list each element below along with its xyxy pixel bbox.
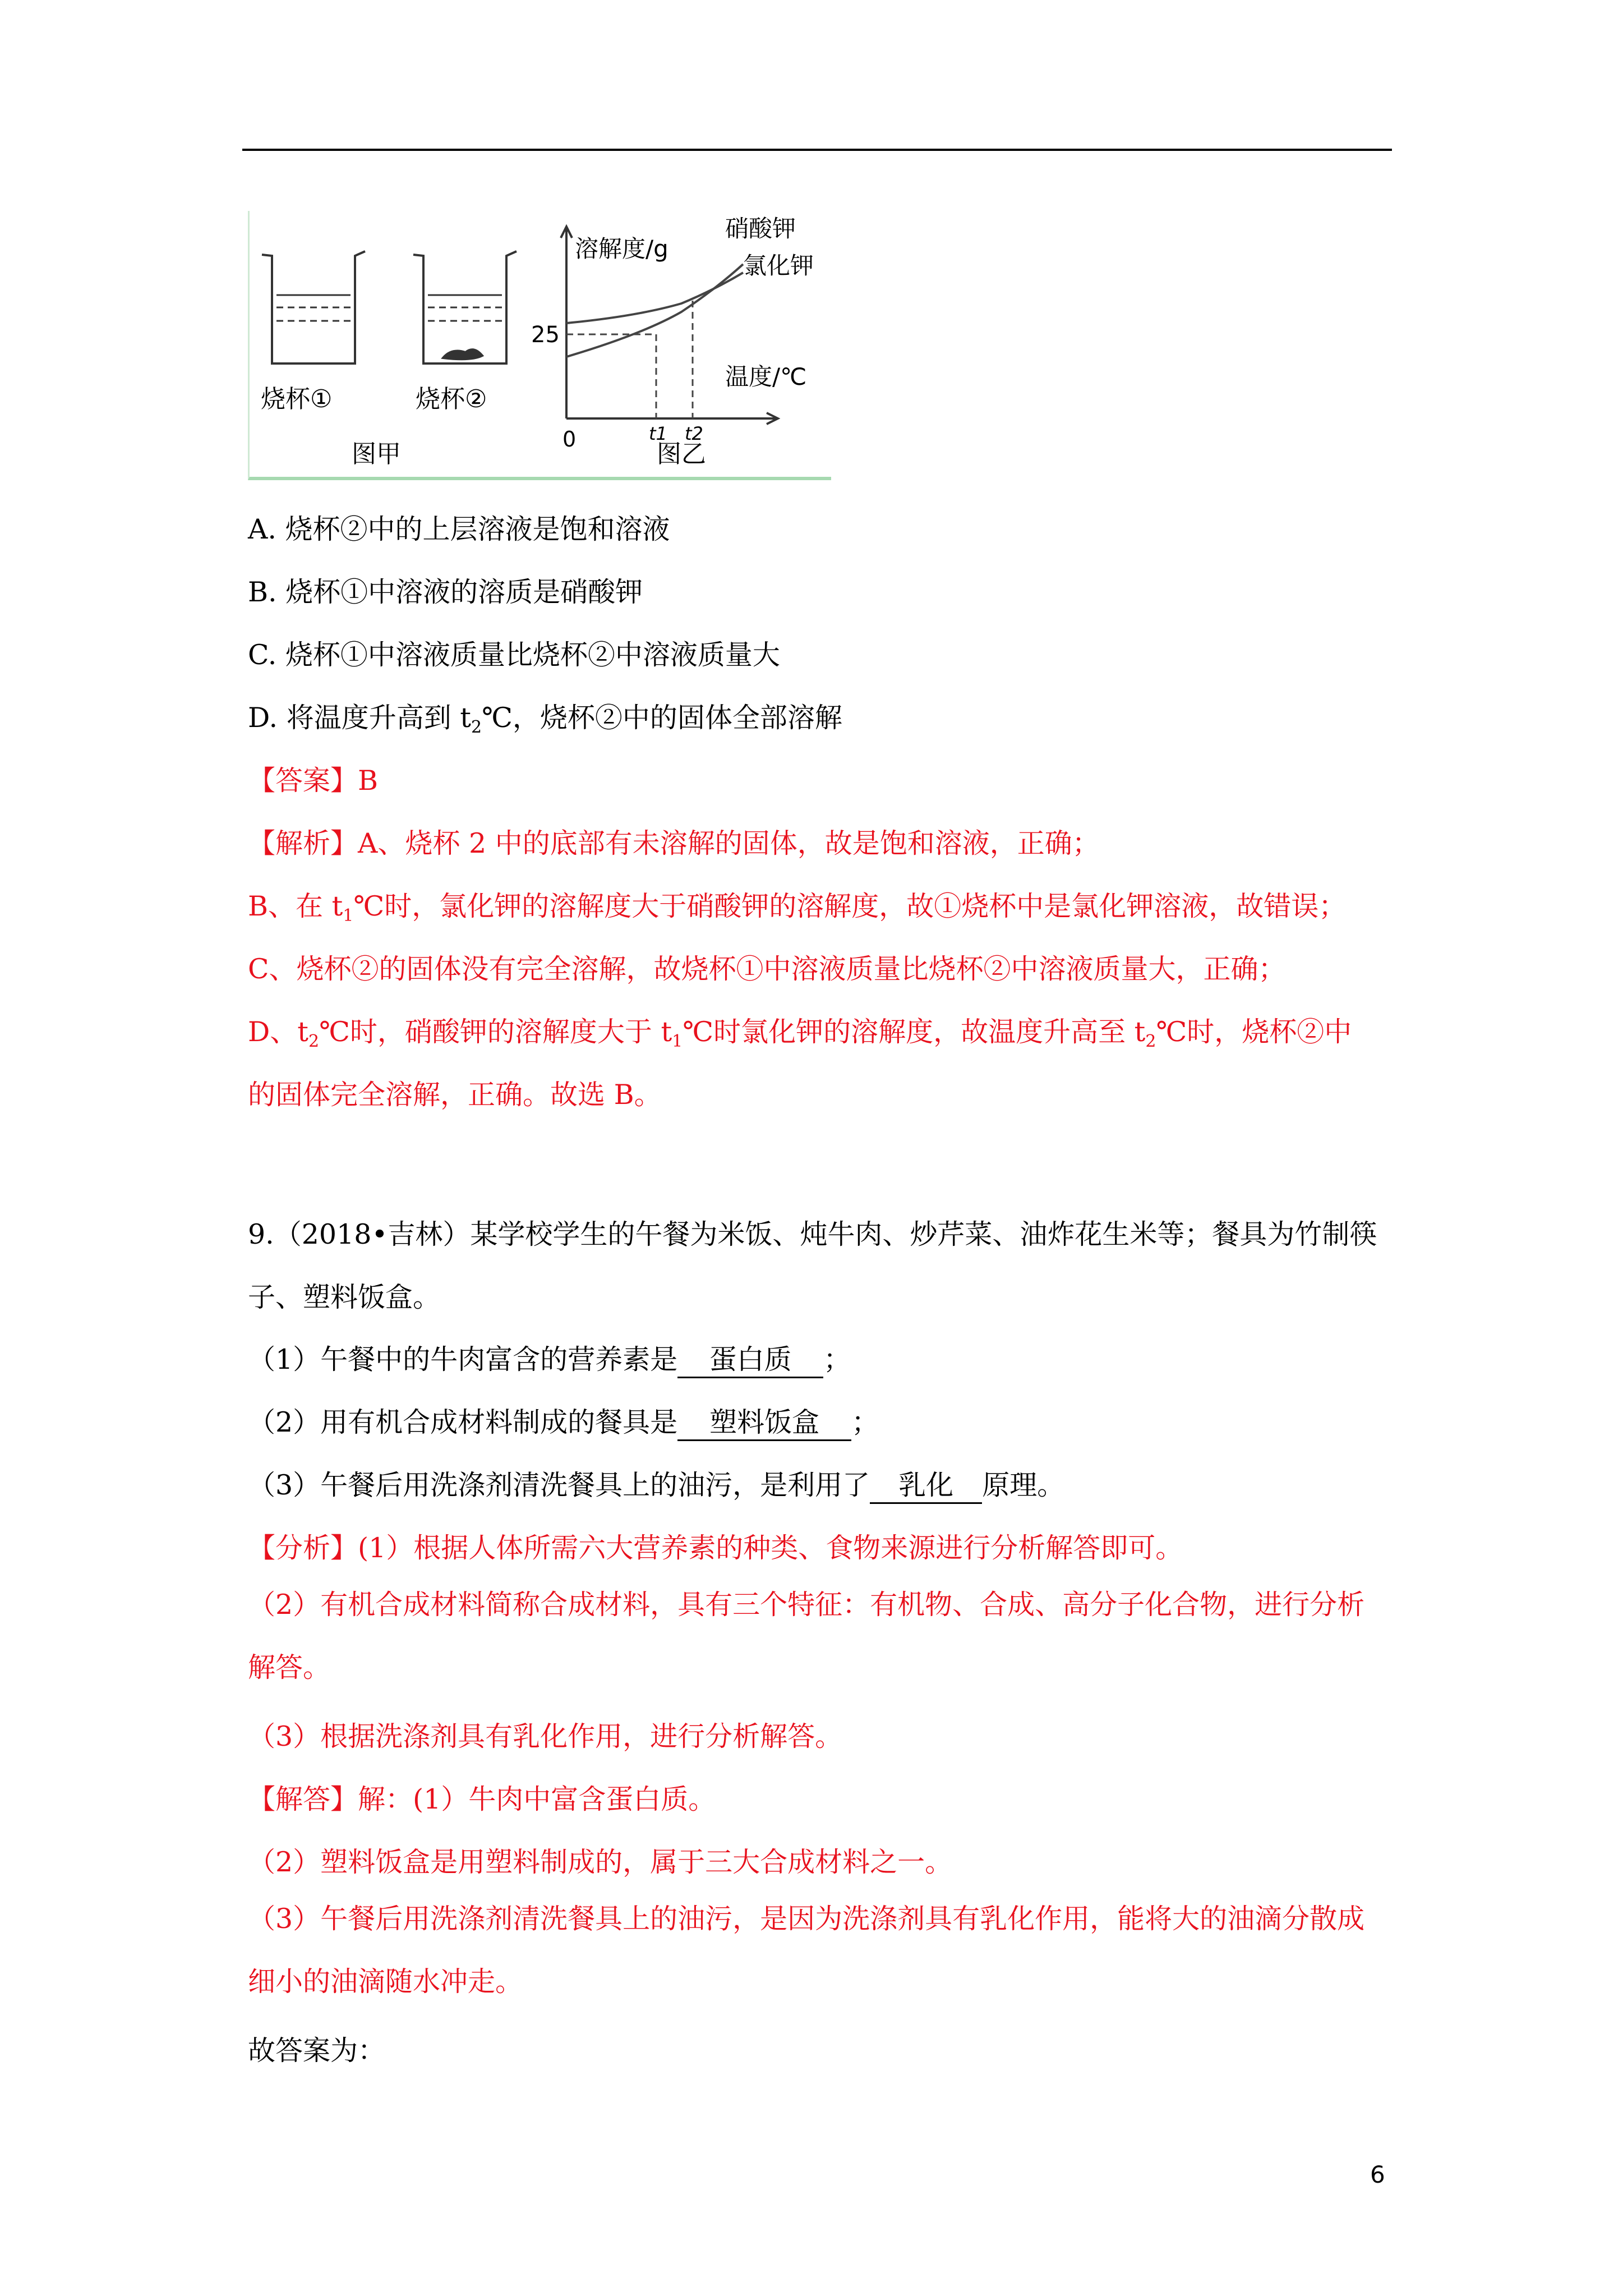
option-c: C. 烧杯①中溶液质量比烧杯②中溶液质量大 [248, 639, 780, 671]
q9-sub-1: （1）午餐中的牛肉富含的营养素是 蛋白质 ； [248, 1340, 851, 1380]
final-answer-lead: 故答案为： [248, 2035, 386, 2067]
beaker-1-drawing [262, 251, 365, 364]
solution-9-line-2: （2）塑料饭盒是用塑料制成的，属于三大合成材料之一。 [248, 1846, 953, 1878]
option-b: B. 烧杯①中溶液的溶质是硝酸钾 [248, 576, 643, 608]
beaker-2-label: 烧杯② [416, 385, 487, 413]
solution-9-line-3: （3）午餐后用洗涤剂清洗餐具上的油污，是因为洗涤剂具有乳化作用，能将大的油滴分散成细小的油滴随水冲走。 [248, 1903, 1365, 1998]
question-9-stem: 9.（2018•吉林）某学校学生的午餐为米饭、炖牛肉、炒芹菜、油炸花生米等；餐具为竹制筷子、塑料饭盒。 [248, 1218, 1377, 1313]
analysis-8-line-2: B、在 $t_1℃$时，氯化钾的溶解度大于硝酸钾的溶解度，故①烧杯中是氯化钾溶液，故错误； [248, 890, 1347, 926]
q9-answer-2: 塑料饭盒 [677, 1406, 851, 1441]
analysis-9-line-3: （3）根据洗涤剂具有乳化作用，进行分析解答。 [248, 1720, 843, 1752]
x-axis-label: 温度/℃ [725, 363, 807, 390]
figure-b-caption: 图乙 [657, 440, 706, 468]
series-label-potassium-nitrate: 硝酸钾 [725, 215, 796, 242]
q9-answer-1: 蛋白质 [677, 1343, 823, 1378]
y-axis-label: 溶解度/g [575, 235, 668, 263]
q9-sub-3: （3）午餐后用洗涤剂清洗餐具上的油污，是利用了 乳化 原理。 [248, 1465, 1064, 1506]
curve-potassium-chloride [566, 273, 743, 323]
analysis-8-line-5: 的固体完全溶解，正确。故选 B。 [248, 1079, 662, 1111]
series-label-potassium-chloride: 氯化钾 [743, 252, 814, 279]
analysis-9-line-1: 【分析】(1）根据人体所需六大营养素的种类、食物来源进行分析解答即可。 [248, 1532, 1183, 1564]
figure-beakers-and-solubility-curve [248, 211, 831, 480]
tick-t1: t1 [649, 423, 667, 444]
option-a: A. 烧杯②中的上层溶液是饱和溶液 [248, 513, 670, 545]
beaker-1-label: 烧杯① [261, 385, 333, 413]
q9-sub-2: （2）用有机合成材料制成的餐具是 塑料饭盒 ； [248, 1402, 879, 1443]
header-rule [242, 149, 1392, 151]
option-d: D. 将温度升高到 $t_2℃$，烧杯②中的固体全部溶解 [248, 702, 842, 737]
q9-answer-3: 乳化 [870, 1469, 982, 1504]
answer-8: 【答案】B [248, 765, 379, 797]
analysis-9-line-2: （2）有机合成材料简称合成材料，具有三个特征：有机物、合成、高分子化合物，进行分析解答。 [248, 1589, 1365, 1683]
figure-a-caption: 图甲 [352, 440, 401, 468]
analysis-8-line-1: 【解析】A、烧杯 2 中的底部有未溶解的固体，故是饱和溶液，正确； [248, 827, 1100, 859]
origin-label: 0 [562, 427, 577, 452]
y-tick-25: 25 [531, 322, 560, 348]
analysis-8-line-4: D、$t_2℃$时，硝酸钾的溶解度大于 $t_1℃$时氯化钾的溶解度，故温度升高至 $t_2℃$时，烧杯②中 [248, 1016, 1352, 1051]
beaker-2-drawing [413, 251, 517, 364]
analysis-8-line-3: C、烧杯②的固体没有完全溶解，故烧杯①中溶液质量比烧杯②中溶液质量大，正确； [248, 953, 1286, 985]
tick-t2: t2 [685, 423, 703, 444]
solution-9-line-1: 【解答】解：(1）牛肉中富含蛋白质。 [248, 1783, 716, 1815]
page-number: 6 [1370, 2161, 1385, 2188]
guide-lines [566, 301, 693, 418]
